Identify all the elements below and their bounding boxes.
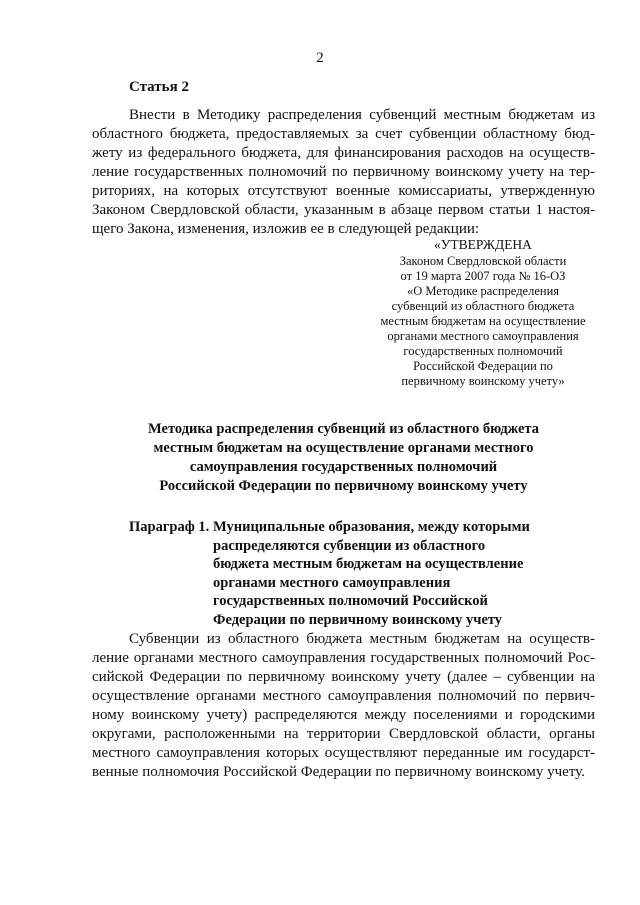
paragraph-body: [92, 630, 595, 782]
paragraph-heading-line: Муниципальные образования, между которыми: [213, 519, 530, 535]
approval-stamp: [372, 236, 594, 389]
paragraph-line: венные полномочия Российской Федерации по первичному воинскому учету.: [92, 764, 585, 780]
approval-line: «О Методике распределения: [406, 284, 560, 298]
paragraph-line: местного самоуправления которых осуществляют переданные им государст-: [92, 745, 595, 761]
page-number: 2: [316, 50, 324, 66]
approval-line: Законом Свердловской области: [399, 254, 567, 268]
article-line: ление государственных полномочий по первичному воинскому учету на тер-: [92, 164, 595, 180]
methodology-title-line: Методика распределения субвенций из областного бюджета: [148, 421, 539, 437]
article-line: риториях, на которых отсутствуют военные комиссариаты, утвержденную: [92, 183, 595, 199]
article-line: жету из федерального бюджета, для финансирования расходов на осуществ-: [92, 145, 595, 161]
paragraph-heading-line: Федерации по первичному воинскому учету: [213, 611, 503, 628]
article-body: [92, 106, 595, 239]
paragraph-line: сийской Федерации по первичному воинскому учету (далее – субвенции на: [92, 669, 595, 685]
methodology-title-line: самоуправления государственных полномочий: [189, 459, 498, 475]
approval-line: местным бюджетам на осуществление: [380, 314, 586, 328]
approval-line: государственных полномочий: [403, 344, 563, 358]
paragraph-label: Параграф 1.: [129, 519, 210, 535]
paragraph-heading-line: бюджета местным бюджетам на осуществление: [213, 556, 524, 572]
article-line: Внести в Методику распределения субвенций местным бюджетам из: [129, 107, 595, 123]
paragraph-heading-text: [213, 518, 613, 629]
approval-line: субвенций из областного бюджета: [391, 299, 575, 313]
article-line: щего Закона, изменения, изложив ее в следующей редакции:: [92, 221, 480, 237]
paragraph-line: ному воинскому учету) распределяются между поселениями и городскими: [92, 707, 595, 723]
paragraph-heading-line: органами местного самоуправления: [213, 574, 451, 591]
article-line: Законом Свердловской области, указанным в абзаце первом статьи 1 настоя-: [92, 202, 595, 218]
approval-line: первичному воинскому учету»: [401, 374, 565, 388]
paragraph-line: округами, расположенными на территории Свердловской области, органы: [92, 726, 595, 742]
approval-line: органами местного самоуправления: [387, 329, 579, 343]
paragraph-line: осуществление органами местного самоуправления полномочий по первич-: [92, 688, 595, 704]
approval-line: «УТВЕРЖДЕНА: [434, 237, 532, 252]
approval-line: Российской Федерации по: [413, 359, 553, 373]
methodology-title-line: местным бюджетам на осуществление органами местного: [153, 440, 534, 456]
methodology-title-line: Российской Федерации по первичному воинскому учету: [159, 478, 528, 494]
paragraph-heading-line: распределяются субвенции из областного: [213, 537, 486, 554]
article-line: областного бюджета, предоставляемых за счет субвенции областному бюд-: [92, 126, 595, 142]
article-title: Статья 2: [129, 79, 189, 95]
approval-line: от 19 марта 2007 года № 16-ОЗ: [400, 269, 566, 283]
paragraph-heading-line: государственных полномочий Российской: [213, 593, 488, 609]
paragraph-line: ление органами местного самоуправления государственных полномочий Рос-: [92, 650, 595, 666]
methodology-title: [92, 420, 595, 496]
paragraph-line: Субвенции из областного бюджета местным бюджетам на осуществ-: [129, 631, 595, 647]
